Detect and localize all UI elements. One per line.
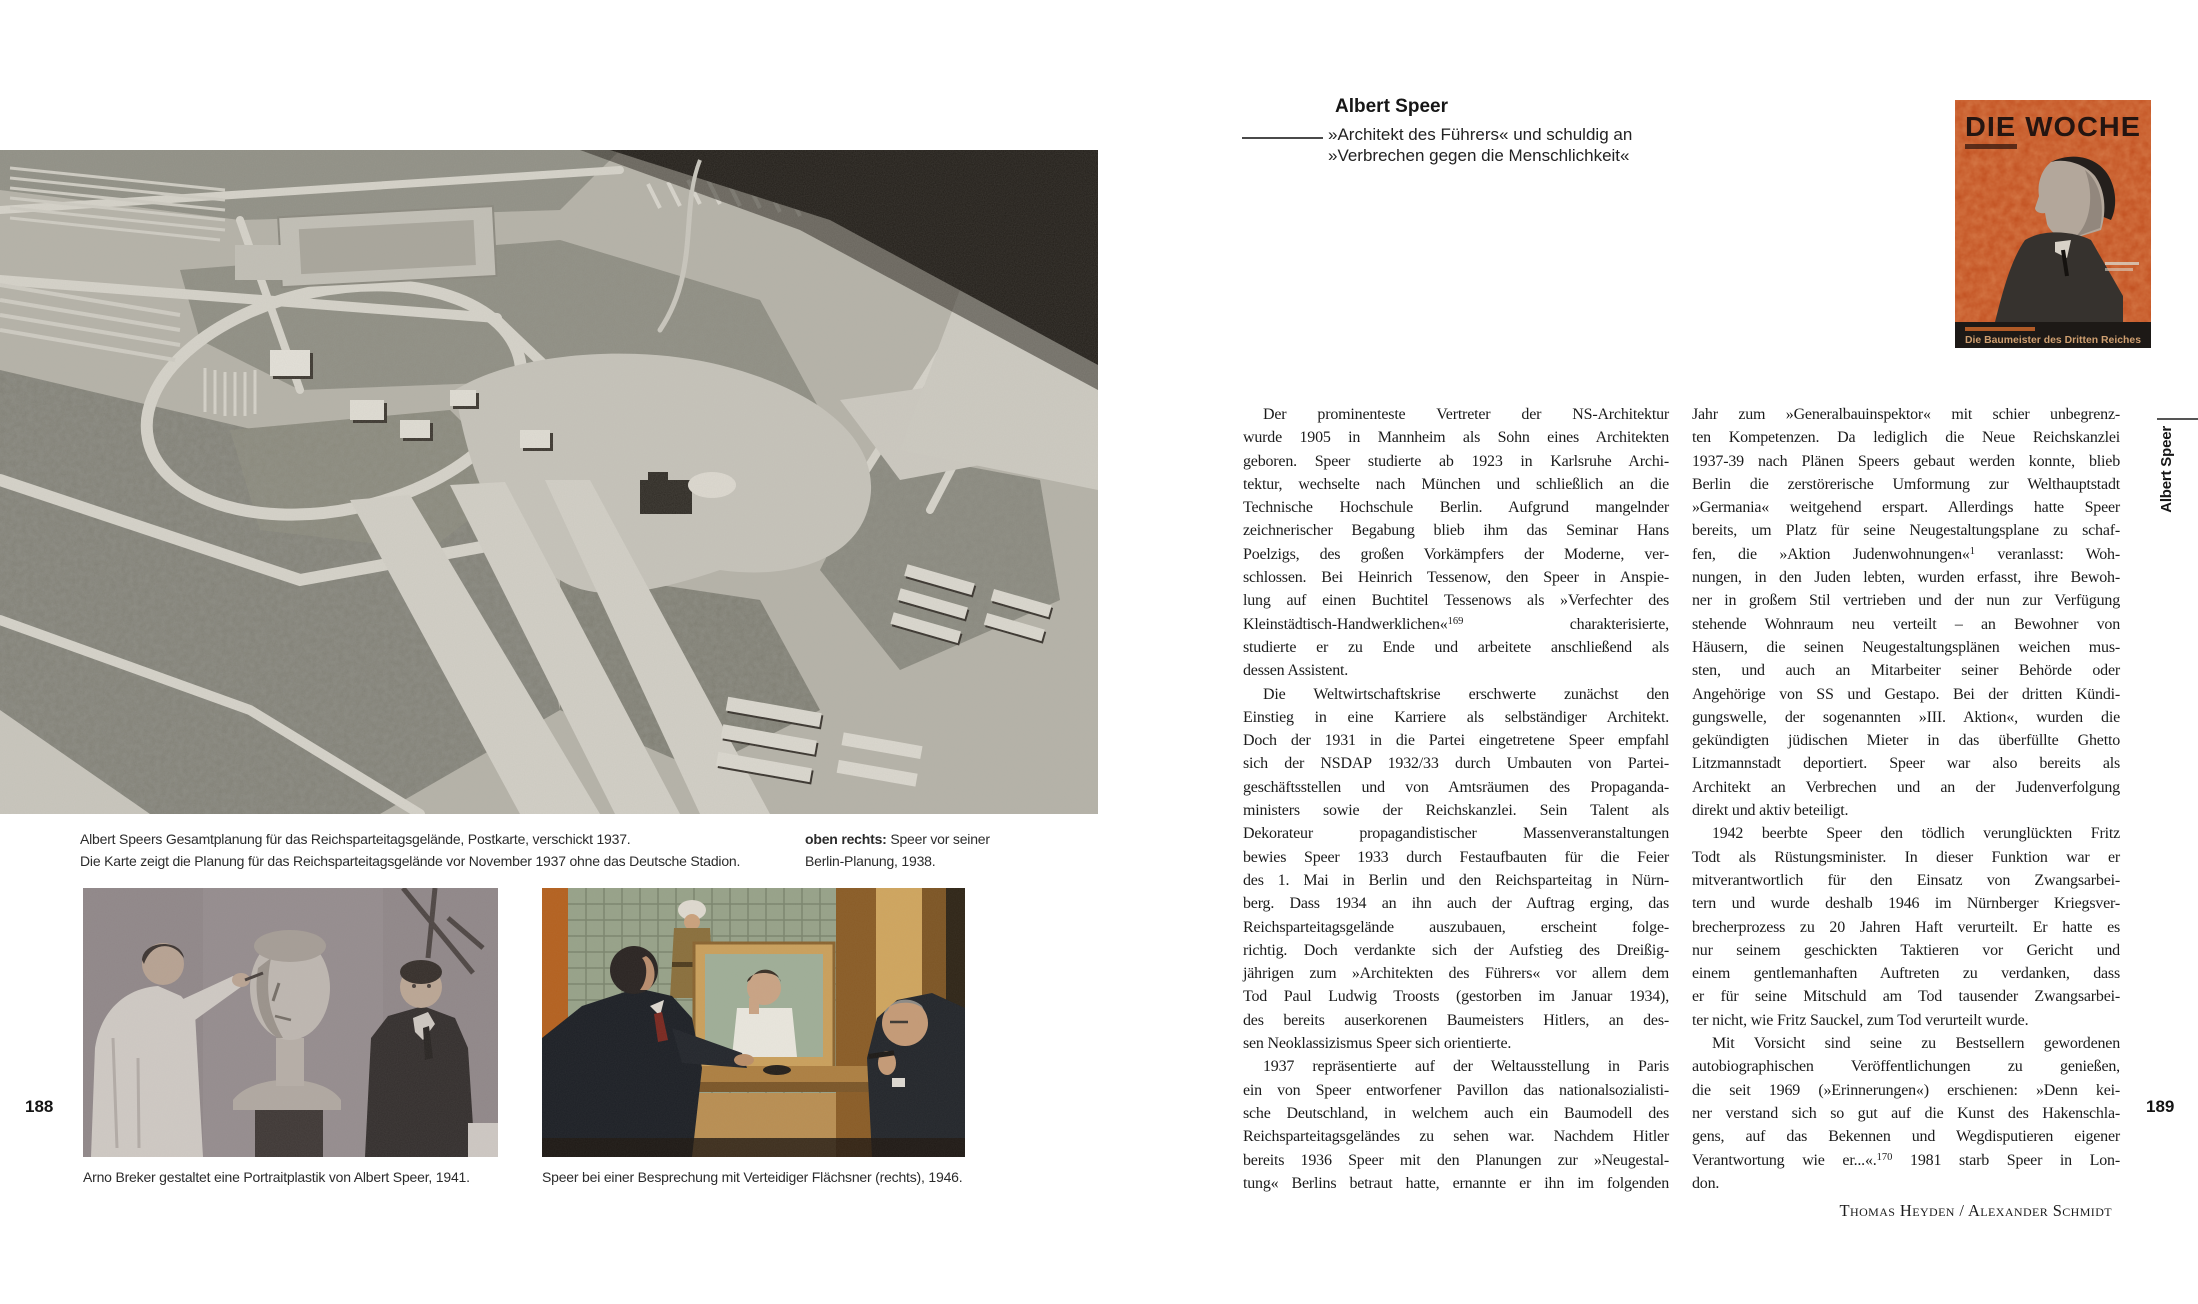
besprechung-caption: Speer bei einer Besprechung mit Verteidiger Flächsner (rechts), 1946. (542, 1169, 963, 1185)
author-line: Thomas Heyden / Alexander Schmidt (1839, 1201, 2112, 1220)
masthead-subline (1965, 144, 2017, 149)
oben-rechts-label: oben rechts: (805, 831, 887, 847)
besprechung-photo-image (542, 888, 965, 1157)
subtitle-line2: »Verbrechen gegen die Menschlichkeit« (1328, 146, 1630, 165)
breker-photo-image (83, 888, 498, 1157)
subtitle-line1: »Architekt des Führers« und schuldig an (1328, 125, 1633, 144)
breker-photo (83, 888, 498, 1157)
chapter-title-block (1328, 96, 1888, 166)
aerial-caption-line2: Die Karte zeigt die Planung für das Reichsparteitagsgelände vor November 1937 ohne das Deutsche Stadion. (80, 852, 741, 869)
magazine-masthead: DIE WOCHE (1965, 111, 2141, 142)
aerial-caption-line1: Albert Speers Gesamtplanung für das Reichsparteitagsgelände, Postkarte, verschickt 1937. (80, 831, 631, 847)
title-rule (1242, 137, 1323, 139)
text-column-1: Der prominenteste Vertreter der NS-Architektur wurde 1905 in Mannheim als Sohn eines Architekten geboren. Speer studierte ab 1923 in Karlsruhe Archi- tektur, wechselte nach München und schließlich an die Technische Hochschule Berlin. Aufgrund mangelnder zeichnerischer Begabung blieb ihm das Seminar Hans Poelzigs, des großen Vorkämpfers der Moderne, ver- schlossen. Bei Heinrich Tessenow, den Speer in Anspie- lung auf einen Buchtitel Tessenows als »Verfechter des Kleinstädtisch-Handwerklichen«$^{169}$ charakterisierte, studierte er zu Ende und arbeitete anschließend als dessen Assistent. Die Weltwirtschaftskrise erschwerte zunächst den Einstieg in eine Karriere als selbständiger Architekt. Doch der 1931 in die Partei eingetretene Speer empfahl sich der NSDAP 1932/33 durch Umbauten von Partei- geschäftsstellen und von Amtsräumen des Propaganda- ministers sowie der Reichskanzlei. Sein Talent als Dekorateur propagandistischer Massenveranstaltungen bewies Speer 1933 durch Festaufbauten für die Feier des 1. Mai in Berlin und den Reichsparteitag in Nürn- berg. Dass 1934 an ihn auch der Auftrag erging, das Reichsparteitagsgelände auszubauen, erscheint folge- richtig. Doch verdankte sich der Aufstieg des Dreißig- jährigen zum »Architekten des Führers« vor allem dem Tod Paul Ludwig Troosts (gestorben im Januar 1934), des bereits auserkorenen Baumeisters Hitlers, an des- sen Neoklassizismus Speer sich orientierte. 1937 repräsentierte auf der Weltausstellung in Paris ein von Speer entworfener Pavillon das nationalsozialisti- sche Deutschland, in welchem auch ein Baumodell des Reichsparteitagsgeländes zu sehen war. Nachdem Hitler bereits 1936 Speer mit den Planungen zur »Neugestal- tung« Berlins betraut hatte, ernannte er ihn im folgenden (1243, 406, 1669, 1192)
besprechung-photo (542, 888, 965, 1157)
text-column-2: Jahr zum »Generalbauinspektor« mit schier unbegrenz- ten Kompetenzen. Da lediglich die Neue Reichskanzlei 1937-39 nach Plänen Speers gebaut werden konnte, blieb Berlin die zerstörerische Umformung zur Welthauptstadt »Germania« weitgehend erspart. Allerdings hatte Speer bereits, um Platz für seine Neugestaltungsplane zu schaf- fen, die »Aktion Judenwohnungen«$^1$ veranlasst: Woh- nungen, in den Juden lebten, wurden erfasst, ihre Bewoh- ner in großem Stil vertrieben und der nun zur Verfügung stehende Wohnraum neu verteilt – an Bewohner von Häusern, die seinen Neugestaltungsplänen weichen mus- sten, und auch an Mitarbeiter seiner Behörde oder Angehörige von SS und Gestapo. Bei der dritten Kündi- gungswelle, der sogenannten »III. Aktion«, wurden die gekündigten jüdischen Mieter in das überfüllte Ghetto Litzmannstadt deportiert. Speer war also bereits als Architekt an Verbrechen und an der Judenverfolgung direkt und aktiv beteiligt. 1942 beerbte Speer den tödlich verunglückten Fritz Todt als Rüstungsminister. In dieser Funktion war er mitverantwortlich für den Einsatz von Zwangsarbei- tern und wurde deshalb 1946 im Nürnberger Kriegsver- brecherprozess zu 20 Jahren Haft verurteilt. Er hatte es nur seinem geschickten Taktieren vor Gericht und einem gentlemanhaften Auftreten zu verdanken, dass er für seine Mitschuld am Tod tausender Zwangsarbei- ter nicht, wie Fritz Sauckel, zum Tod verurteilt wurde. Mit Vorsicht sind seine zu Bestsellern gewordenen autobiographischen Veröffentlichungen zu genießen, die seit 1969 (»Erinnerungen«) erschienen: »Denn kei- ner verstand sich so gut auf die Kunst des Hakenschla- gens, auf das Bekennen und Wegdisputieren eigener Verantwortung wie er...«.$^{170}$ 1981 starb Speer in Lon- don. (1692, 406, 2120, 1192)
sidebar-label: Albert Speer (2158, 426, 2175, 513)
die-woche-cover-image (1955, 100, 2151, 348)
page-number-right: 189 (2146, 1097, 2175, 1116)
breker-caption: Arno Breker gestaltet eine Portraitplastik von Albert Speer, 1941. (83, 1169, 470, 1185)
magazine-banner: Die Baumeister des Dritten Reiches (1965, 334, 2142, 346)
aerial-model-photo (0, 150, 1098, 814)
aerial-caption (80, 829, 780, 872)
oben-rechts-caption (805, 829, 1075, 872)
oben-rechts-line2: Berlin-Planung, 1938. (805, 852, 936, 869)
die-woche-cover (1955, 100, 2151, 348)
aerial-model-image (0, 150, 1098, 814)
page-number-left: 188 (25, 1097, 54, 1116)
sidebar-tab (2158, 426, 2176, 514)
page-title: Albert Speer (1335, 96, 1448, 117)
oben-rechts-text: Speer vor seiner (886, 831, 990, 847)
sidebar-rule (2157, 418, 2198, 420)
